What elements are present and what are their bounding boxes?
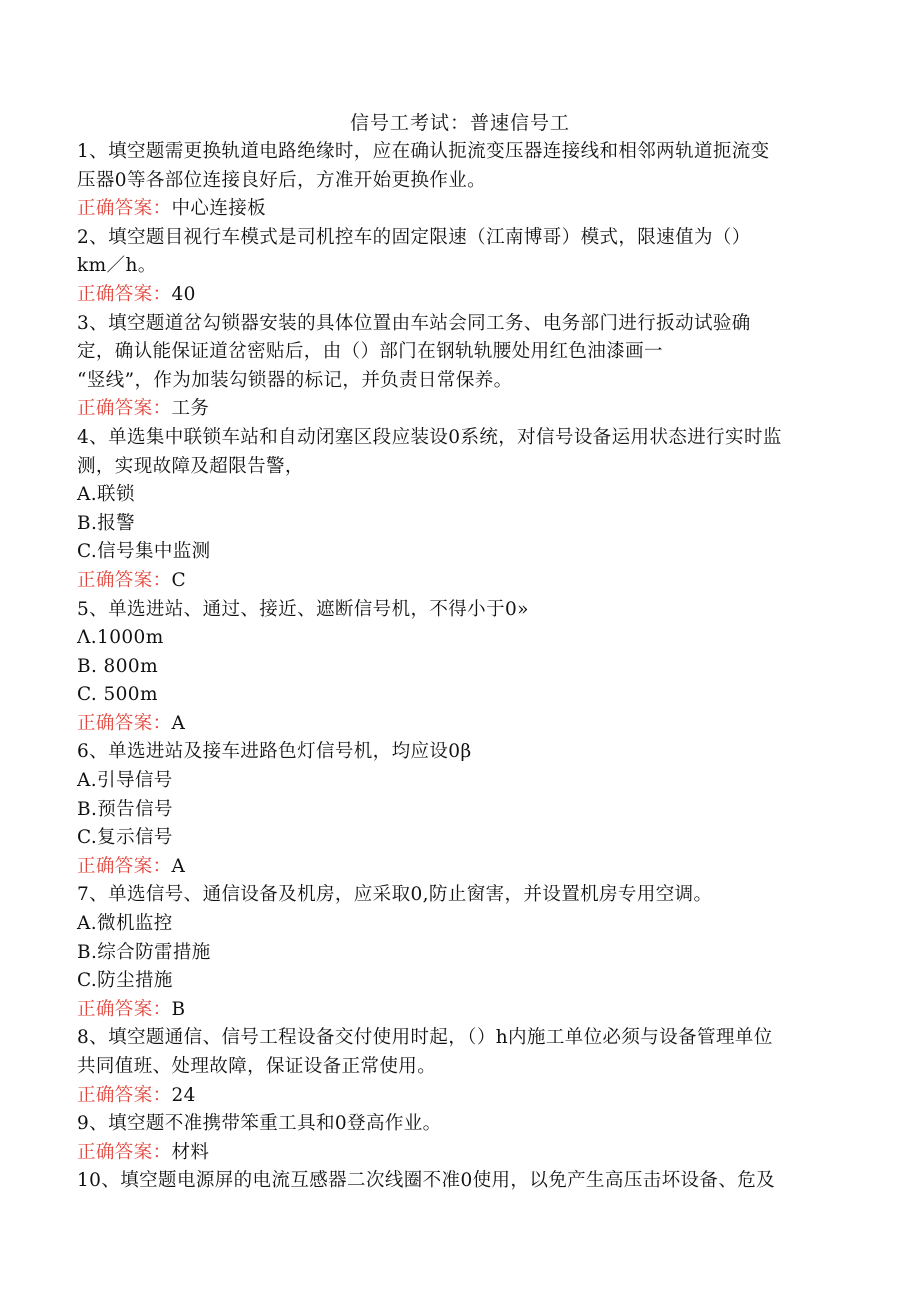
- answer-label: 正确答案：: [77, 1141, 172, 1163]
- question-text-line: C.信号集中监测: [77, 541, 211, 563]
- question-text-line: A.联锁: [77, 484, 135, 506]
- answer-label: 正确答案：: [77, 283, 172, 305]
- question-text-line: 5、单选进站、通过、接近、遮断信号机，不得小于0»: [77, 598, 529, 620]
- answer-value: 40: [171, 283, 196, 305]
- question-text-line: A.引导信号: [77, 770, 173, 792]
- question-text-line: B. 800m: [77, 655, 159, 677]
- answer-value: 24: [171, 1084, 196, 1106]
- answer-value: C: [171, 569, 187, 591]
- question-list: [77, 138, 837, 1196]
- question-text-line: 9、填空题不准携带笨重工具和0登高作业。: [77, 1113, 442, 1135]
- answer-label: 正确答案：: [77, 1084, 172, 1106]
- answer-line: [77, 996, 837, 1025]
- answer-line: [77, 1139, 837, 1168]
- answer-value: 材料: [171, 1141, 210, 1163]
- question-text-line: Λ.1000m: [77, 627, 164, 649]
- answer-label: 正确答案：: [77, 855, 172, 877]
- answer-line: [77, 853, 837, 882]
- answer-line: [77, 1082, 837, 1111]
- question-text-line: 4、单选集中联锁车站和自动闭塞区段应装设0系统，对信号设备运用状态进行实时监: [77, 426, 782, 448]
- answer-label: 正确答案：: [77, 198, 172, 220]
- question-text-line: 6、单选进站及接车进路色灯信号机，均应设0β: [77, 741, 472, 763]
- question-text-line: A.微机监控: [77, 913, 173, 935]
- question-text-line: km／h。: [77, 255, 157, 277]
- question-text-line: 测，实现故障及超限告警，: [77, 455, 304, 477]
- page-title: 信号工考试：普速信号工: [349, 112, 570, 134]
- question-text-line: C.复示信号: [77, 827, 173, 849]
- question-text-line: 1、填空题需更换轨道电路绝缘时，应在确认扼流变压器连接线和相邻两轨道扼流变: [77, 141, 770, 162]
- answer-line: [77, 395, 837, 424]
- answer-label: 正确答案：: [77, 998, 172, 1020]
- question-text-line: 3、填空题道岔勾锁器安装的具体位置由车站会同工务、电务部门进行扳动试验确: [77, 312, 751, 334]
- question-text-line: C.防尘措施: [77, 970, 173, 992]
- question-text-line: B.预告信号: [77, 798, 173, 820]
- question-text-line: “竖线”，作为加装勾锁器的标记，并负责日常保养。: [77, 369, 513, 391]
- question-text-line: 定，确认能保证道岔密贴后，由（）部门在钢轨轨腰处用红色油漆画一: [77, 341, 663, 363]
- answer-label: 正确答案：: [77, 569, 172, 591]
- answer-line: [77, 710, 837, 739]
- question-text-line: B.综合防雷措施: [77, 941, 211, 963]
- answer-line: [77, 567, 837, 596]
- question-text-line: 共同值班、处理故障，保证设备正常使用。: [77, 1056, 437, 1077]
- answer-label: 正确答案：: [77, 712, 172, 734]
- answer-value: A: [171, 712, 186, 734]
- answer-line: [77, 281, 837, 310]
- question-text-line: 2、填空题目视行车模式是司机控车的固定限速（江南博哥）模式，限速值为（）: [77, 226, 751, 248]
- answer-value: B: [171, 998, 186, 1020]
- question-text-line: 8、填空题通信、信号工程设备交付使用时起，（）h内施工单位必须与设备管理单位: [77, 1027, 773, 1049]
- answer-value: 中心连接板: [171, 198, 267, 220]
- question-text-line: 压器0等各部位连接良好后，方准开始更换作业。: [77, 169, 487, 191]
- question-text-line: B.报警: [77, 512, 136, 534]
- answer-line: [77, 195, 837, 224]
- question-text-line: C. 500m: [77, 684, 158, 706]
- answer-value: A: [171, 855, 186, 877]
- question-text-line: 10、填空题电源屏的电流互感器二次线圈不准0使用，以免产生高压击坏设备、危及: [77, 1170, 776, 1192]
- question-text-line: 7、单选信号、通信设备及机房，应采取0,防止窗害，并设置机房专用空调。: [77, 884, 713, 906]
- answer-value: 工务: [171, 398, 210, 420]
- answer-label: 正确答案：: [77, 398, 172, 420]
